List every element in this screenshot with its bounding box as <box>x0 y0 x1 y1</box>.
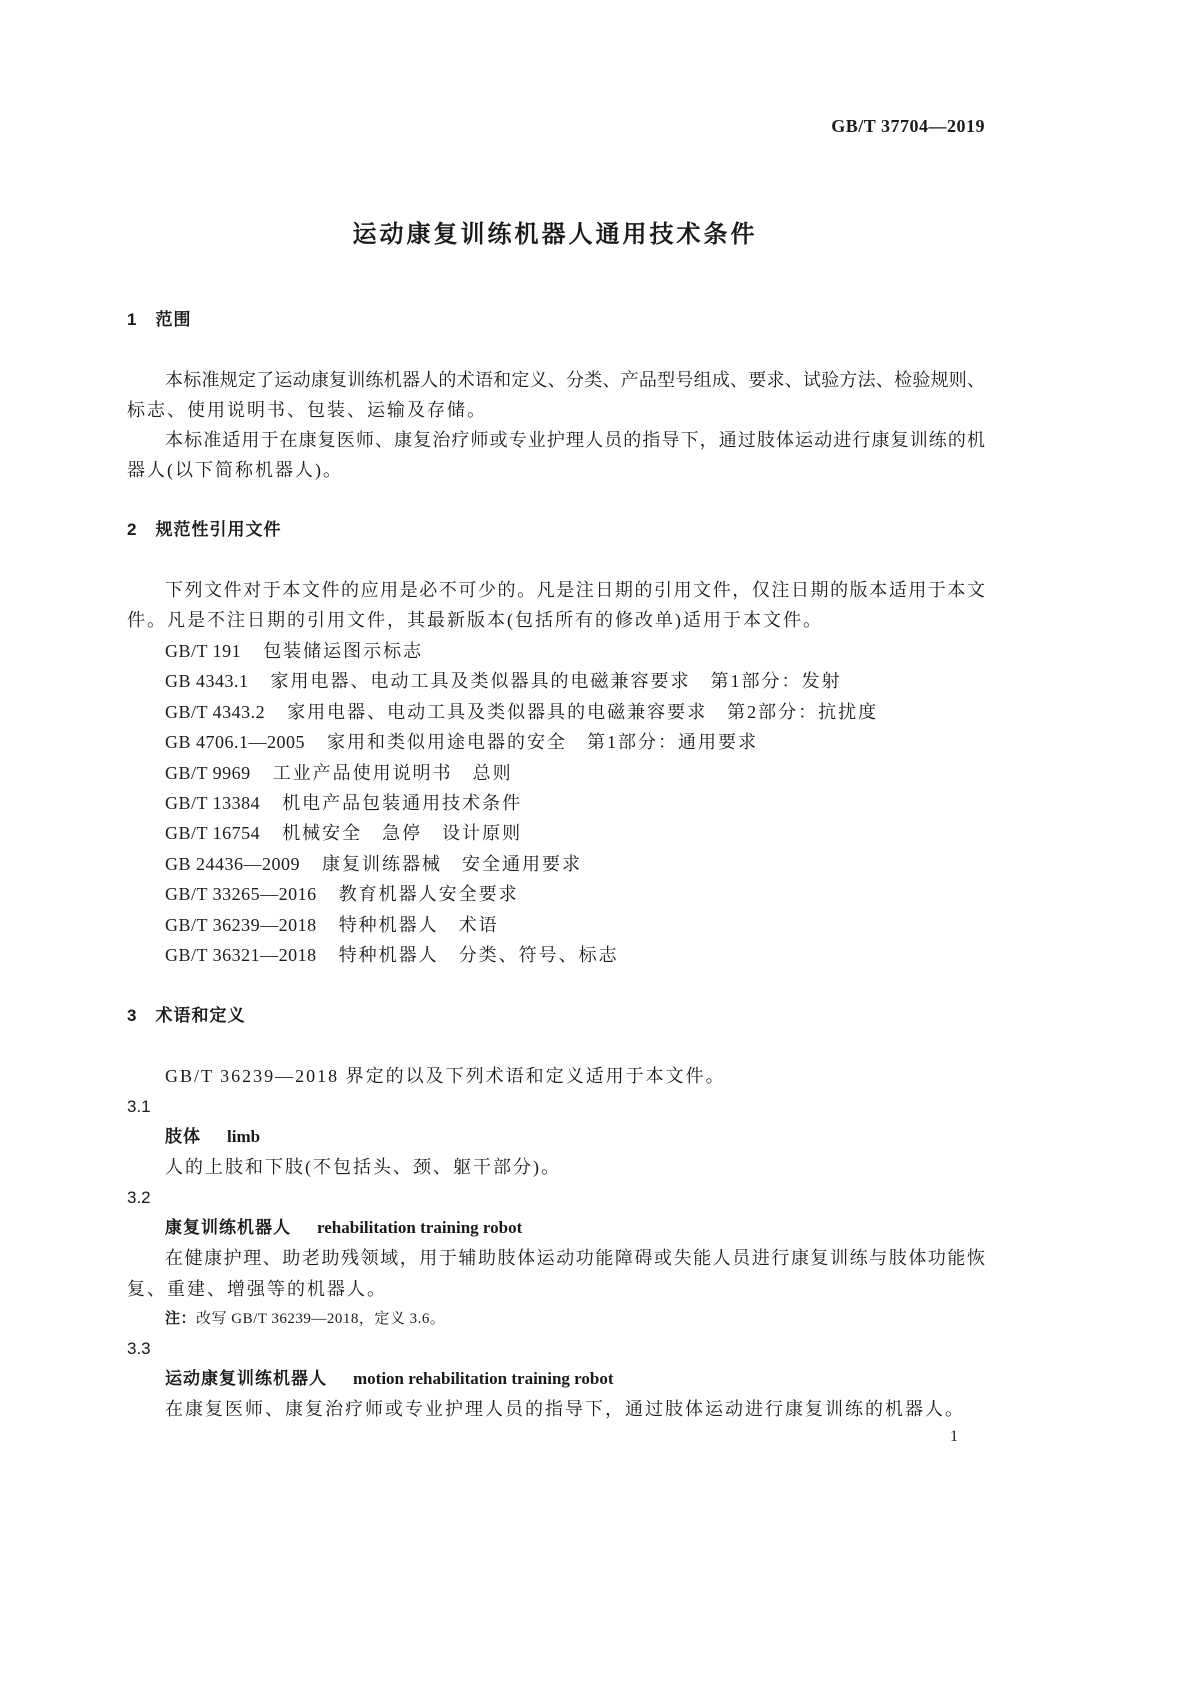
reference-title: 家用电器、电动工具及类似器具的电磁兼容要求 第2部分：抗扰度 <box>287 701 879 722</box>
reference-item <box>165 913 499 937</box>
reference-code: GB 4706.1—2005 <box>165 732 306 753</box>
reference-item <box>165 791 522 815</box>
reference-item <box>165 639 423 663</box>
reference-title: 康复训练器械 安全通用要求 <box>322 853 583 874</box>
reference-title: 教育机器人安全要求 <box>338 884 519 905</box>
reference-item <box>165 943 619 967</box>
reference-code: GB/T 16754 <box>165 823 261 844</box>
reference-item <box>165 821 522 845</box>
reference-item <box>165 700 878 724</box>
term-en: limb <box>227 1127 261 1146</box>
reference-title: 机械安全 急停 设计原则 <box>282 823 523 844</box>
reference-code: GB/T 36239—2018 <box>165 914 317 935</box>
section-heading-scope: 1 范围 <box>127 310 192 329</box>
paragraph-line: 器人(以下简称机器人)。 <box>127 460 343 480</box>
reference-code: GB/T 36321—2018 <box>165 945 317 965</box>
paragraph-line: 本标准适用于在康复医师、康复治疗师或专业护理人员的指导下，通过肢体运动进行康复训练的机 <box>165 430 985 450</box>
term-heading <box>165 1125 260 1149</box>
term-definition: 复、重建、增强等的机器人。 <box>127 1279 387 1299</box>
reference-title: 机电产品包装通用技术条件 <box>282 793 523 813</box>
term-zh: 运动康复训练机器人 <box>165 1369 327 1388</box>
reference-code: GB/T 33265—2016 <box>165 884 317 905</box>
reference-title: 工业产品使用说明书 总则 <box>272 762 513 783</box>
term-en: motion rehabilitation training robot <box>353 1369 614 1388</box>
document-title: 运动康复训练机器人通用技术条件 <box>352 221 758 248</box>
paragraph-line: 本标准规定了运动康复训练机器人的术语和定义、分类、产品型号组成、要求、试验方法、检验规则、 <box>165 370 985 390</box>
reference-title: 包装储运图示标志 <box>263 641 424 661</box>
paragraph-line: 标志、使用说明书、包装、运输及存储。 <box>127 400 487 420</box>
paragraph-line: 下列文件对于本文件的应用是必不可少的。凡是注日期的引用文件，仅注日期的版本适用于本文 <box>165 580 985 600</box>
term-en: rehabilitation training robot <box>317 1218 523 1237</box>
page-number: 1 <box>950 1428 958 1445</box>
note-text: 改写 GB/T 36239—2018，定义 3.6。 <box>196 1311 446 1327</box>
reference-code: GB 24436—2009 <box>165 853 301 874</box>
term-heading <box>165 1367 614 1391</box>
term-number: 3.3 <box>127 1339 151 1358</box>
term-number: 3.2 <box>127 1188 151 1207</box>
term-zh: 康复训练机器人 <box>165 1218 291 1237</box>
term-definition: 在健康护理、助老助残领域，用于辅助肢体运动功能障碍或失能人员进行康复训练与肢体功能恢 <box>165 1248 985 1268</box>
section-heading-normative-references: 2 规范性引用文件 <box>127 520 282 539</box>
term-number: 3.1 <box>127 1097 151 1116</box>
reference-title: 特种机器人 分类、符号、标志 <box>338 945 619 965</box>
term-note <box>165 1307 445 1331</box>
note-label: 注： <box>165 1311 197 1327</box>
standard-number: GB/T 37704—2019 <box>831 116 985 136</box>
reference-item <box>165 669 842 693</box>
term-zh: 肢体 <box>165 1127 201 1146</box>
reference-item <box>165 730 758 754</box>
reference-code: GB/T 4343.2 <box>165 701 266 722</box>
reference-code: GB/T 9969 <box>165 762 251 783</box>
reference-title: 家用和类似用途电器的安全 第1部分：通用要求 <box>327 732 759 753</box>
reference-item <box>165 882 519 906</box>
term-definition: 在康复医师、康复治疗师或专业护理人员的指导下，通过肢体运动进行康复训练的机器人。 <box>165 1399 965 1419</box>
reference-item <box>165 761 513 785</box>
reference-item <box>165 852 582 876</box>
reference-title: 家用电器、电动工具及类似器具的电磁兼容要求 第1部分：发射 <box>270 671 842 692</box>
section-heading-terms: 3 术语和定义 <box>127 1006 246 1025</box>
term-heading <box>165 1216 522 1240</box>
reference-code: GB/T 13384 <box>165 793 261 813</box>
term-definition: 人的上肢和下肢(不包括头、颈、躯干部分)。 <box>165 1157 561 1177</box>
terms-intro: GB/T 36239—2018 界定的以及下列术语和定义适用于本文件。 <box>165 1066 726 1086</box>
reference-code: GB 4343.1 <box>165 671 249 692</box>
reference-title: 特种机器人 术语 <box>338 914 499 935</box>
paragraph-line: 件。凡是不注日期的引用文件，其最新版本(包括所有的修改单)适用于本文件。 <box>127 610 823 630</box>
reference-code: GB/T 191 <box>165 641 242 661</box>
